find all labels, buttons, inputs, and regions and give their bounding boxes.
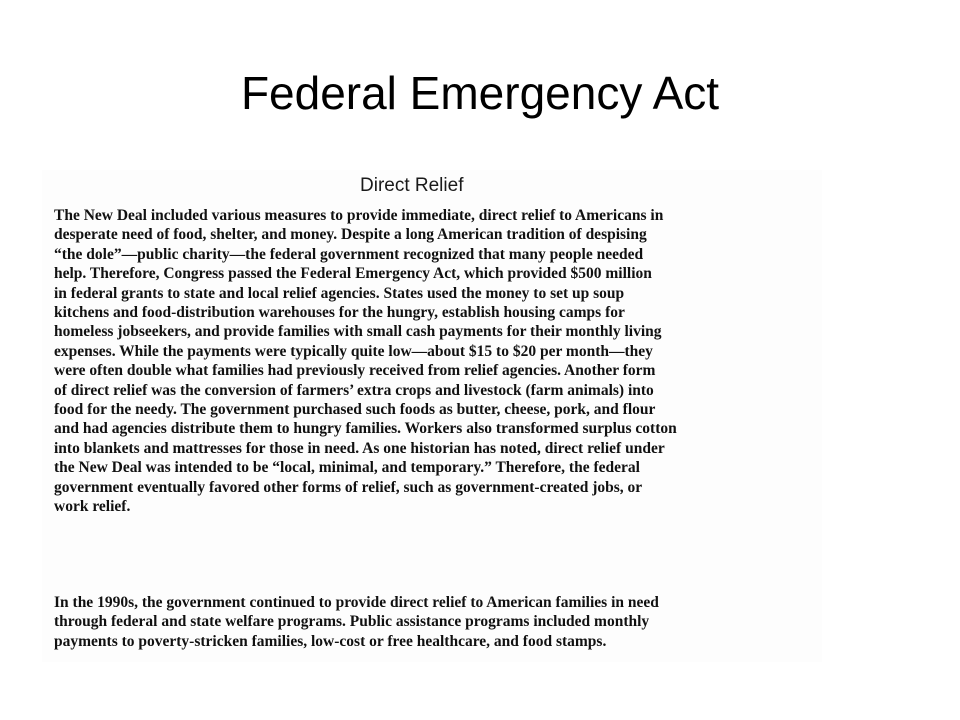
text-line: into blankets and mattresses for those in need. As one historian has noted, direct relief under	[54, 439, 665, 457]
text-line: of direct relief was the conversion of farmers’ extra crops and livestock (farm animals) into	[54, 381, 654, 399]
text-line: expenses. While the payments were typically quite low—about $15 to $20 per month—they	[54, 342, 653, 360]
paragraph-2	[54, 593, 799, 651]
text-line: desperate need of food, shelter, and money. Despite a long American tradition of despising	[54, 226, 647, 244]
text-line: In the 1990s, the government continued to provide direct relief to American families in need	[54, 594, 659, 611]
text-line: kitchens and food-distribution warehouses for the hungry, establish housing camps for	[54, 304, 625, 322]
paragraph-1	[54, 206, 799, 517]
text-line: work relief.	[54, 498, 131, 516]
text-line: food for the needy. The government purchased such foods as butter, cheese, pork, and flour	[54, 401, 656, 419]
text-line: and had agencies distribute them to hungry families. Workers also transformed surplus cotton	[54, 420, 677, 438]
scanned-document	[42, 170, 822, 662]
text-line: homeless jobseekers, and provide families with small cash payments for their monthly living	[54, 323, 662, 341]
text-line: The New Deal included various measures to provide immediate, direct relief to Americans in	[54, 207, 664, 224]
text-line: in federal grants to state and local relief agencies. States used the money to set up soup	[54, 284, 625, 302]
text-line: help. Therefore, Congress passed the Federal Emergency Act, which provided $500 million	[54, 265, 652, 283]
slide-title: Federal Emergency Act	[240, 67, 720, 119]
document-heading: Direct Relief	[360, 175, 464, 196]
text-line: payments to poverty-stricken families, low-cost or free healthcare, and food stamps.	[54, 632, 607, 650]
text-line: government eventually favored other forms of relief, such as government-created jobs, or	[54, 478, 643, 496]
text-line: the New Deal was intended to be “local, minimal, and temporary.” Therefore, the federal	[54, 459, 640, 477]
text-line: were often double what families had previously received from relief agencies. Another form	[54, 362, 656, 380]
text-line: “the dole”—public charity—the federal government recognized that many people needed	[54, 245, 644, 263]
text-line: through federal and state welfare programs. Public assistance programs included monthly	[54, 613, 650, 631]
